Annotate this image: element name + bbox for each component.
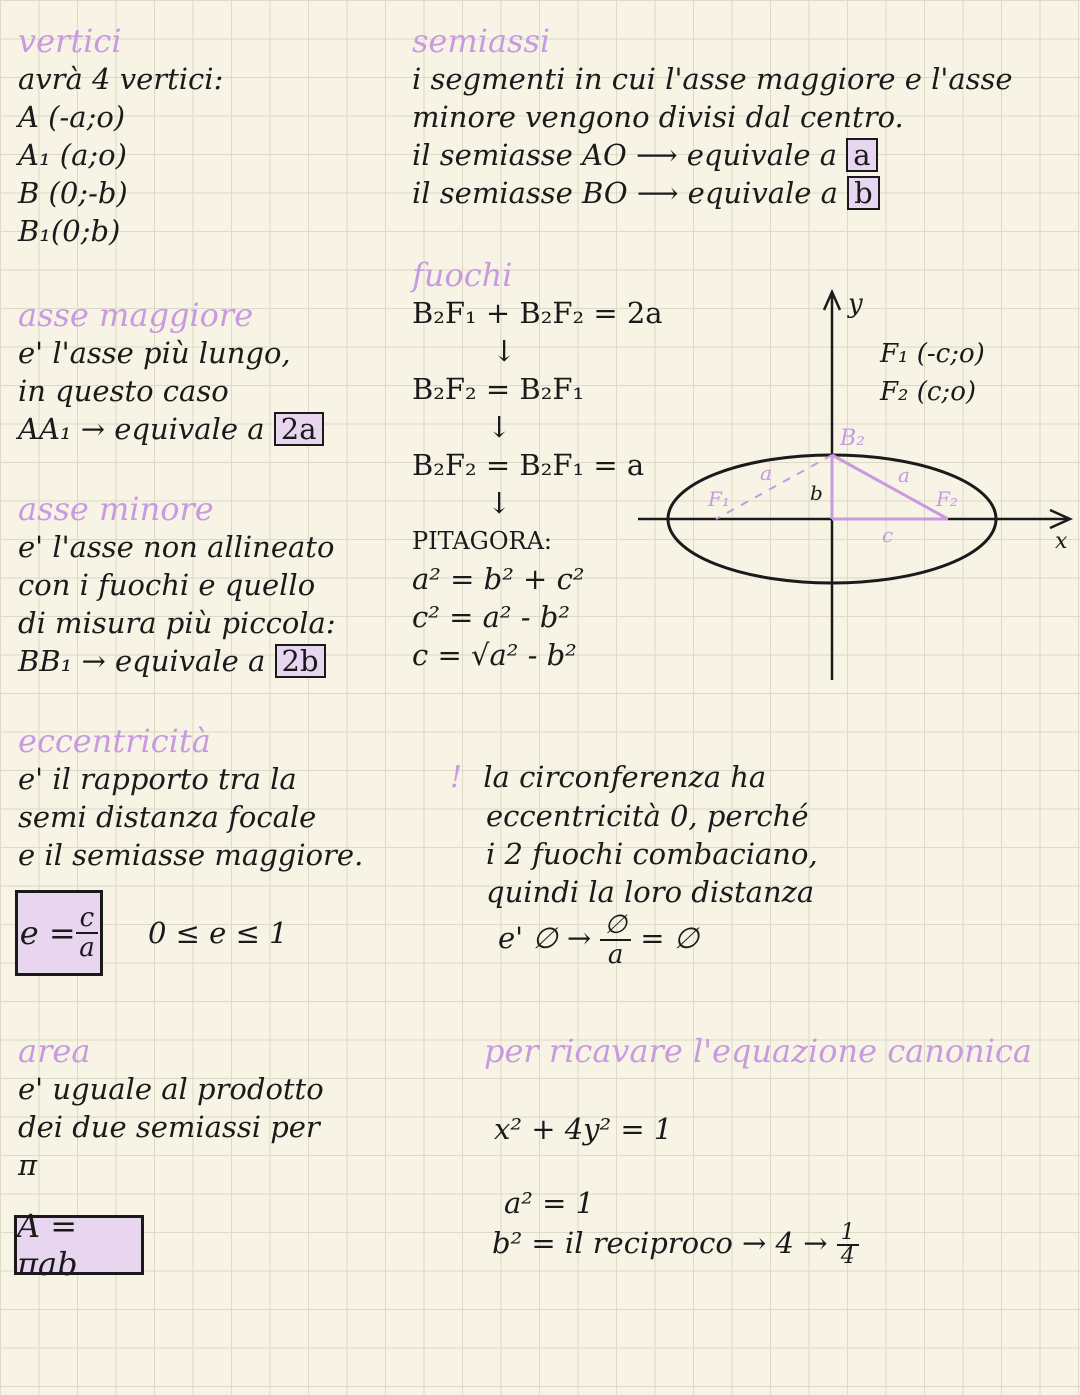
- section-nota: [450, 758, 818, 969]
- text-line: minore vengono divisi dal centro.: [412, 100, 904, 134]
- b2-label: B₂: [840, 426, 865, 451]
- heading-asse-minore: asse minore: [18, 490, 214, 528]
- pitagora-eq1: a² = b² + c²: [412, 562, 585, 596]
- e-label: e =: [19, 914, 76, 952]
- asse-maggiore-line: [18, 410, 324, 448]
- e-fraction: [76, 904, 99, 962]
- nota-fraction: [600, 911, 631, 969]
- text-line: la circonferenza ha: [483, 760, 767, 794]
- text-line: B (0;-b): [18, 176, 128, 210]
- canonical-equation: x² + 4y² = 1: [494, 1112, 673, 1146]
- heading-eccentricita: eccentricità: [18, 722, 211, 760]
- nota-numerator: ∅: [600, 911, 631, 941]
- text-line: e il semiasse maggiore.: [18, 838, 364, 872]
- asse-maggiore-text: AA₁ → equivale a: [18, 412, 265, 446]
- text-line: e' uguale al prodotto: [18, 1072, 324, 1106]
- eccentricity-formula-box: [15, 890, 103, 976]
- b-squared-text: b² = il reciproco → 4 →: [492, 1226, 828, 1260]
- text-line: avrà 4 vertici:: [18, 62, 224, 96]
- arrow-down: ↓: [487, 410, 512, 444]
- heading-canonica: per ricavare l'equazione canonica: [484, 1032, 1032, 1070]
- nota-first-line: [450, 758, 818, 797]
- fuochi-eq1: B₂F₁ + B₂F₂ = 2a: [412, 296, 663, 330]
- c-label: c: [882, 523, 894, 547]
- nota-last-line: [450, 911, 818, 969]
- pitagora-eq3: c = √a² - b²: [412, 638, 577, 672]
- pitagora-label: PITAGORA:: [412, 527, 552, 555]
- text-line: con i fuochi e quello: [18, 568, 316, 602]
- heading-area: area: [18, 1032, 91, 1070]
- eccentricity-range: 0 ≤ e ≤ 1: [148, 916, 288, 950]
- section-fuochi: [412, 256, 663, 674]
- semiasse-ao-box: a: [846, 138, 877, 172]
- b-squared-fraction: [837, 1222, 859, 1268]
- heading-semiassi: semiassi: [412, 22, 551, 60]
- asse-maggiore-box: 2a: [274, 412, 324, 446]
- text-line: di misura più piccola:: [18, 606, 336, 640]
- y-label: y: [848, 289, 863, 319]
- nota-last-suffix: = ∅: [640, 921, 700, 955]
- text-line: eccentricità 0, perché: [486, 799, 809, 833]
- f1-coord: F₁ (-c;o): [880, 339, 985, 369]
- semiasse-bo-text: il semiasse BO ⟶ equivale a: [412, 176, 838, 210]
- text-line: i 2 fuochi combaciano,: [486, 837, 818, 871]
- b-squared-numerator: 1: [837, 1222, 859, 1246]
- section-semiassi: [412, 22, 1013, 212]
- heading-fuochi: fuochi: [412, 256, 513, 294]
- segment-a-right: [832, 455, 948, 519]
- arrow-down: ↓: [492, 334, 517, 368]
- section-eccentricita: [18, 722, 363, 874]
- b-squared-line: [484, 1222, 1032, 1268]
- heading-vertici: vertici: [18, 22, 122, 60]
- text-line: i segmenti in cui l'asse maggiore e l'asse: [412, 62, 1013, 96]
- ellipse-diagram: [630, 280, 1080, 690]
- e-numerator: c: [76, 904, 99, 934]
- text-line: B₁(0;b): [18, 214, 121, 248]
- b-label: b: [810, 481, 823, 505]
- area-formula-box: A = πab: [14, 1215, 144, 1275]
- text-line: A₁ (a;o): [18, 138, 127, 172]
- text-line: in questo caso: [18, 374, 229, 408]
- text-line: π: [18, 1148, 38, 1182]
- section-area: [18, 1032, 324, 1184]
- asse-minore-box: 2b: [275, 644, 326, 678]
- text-line: A (-a;o): [18, 100, 126, 134]
- section-vertici: [18, 22, 223, 250]
- text-line: e' l'asse non allineato: [18, 530, 335, 564]
- section-asse-minore: [18, 490, 336, 680]
- section-canonica: [484, 1032, 1032, 1268]
- f2-label: F₂: [936, 487, 958, 511]
- e-denominator: a: [79, 933, 95, 963]
- heading-asse-maggiore: asse maggiore: [18, 296, 254, 334]
- fuochi-eq3: B₂F₂ = B₂F₁ = a: [412, 448, 645, 482]
- f2-coord: F₂ (c;o): [880, 377, 976, 407]
- semiasse-ao-text: il semiasse AO ⟶ equivale a: [412, 138, 838, 172]
- section-asse-maggiore: [18, 296, 324, 448]
- semiasse-bo-box: b: [847, 176, 880, 210]
- semiasse-ao-line: [412, 136, 1013, 174]
- b-squared-denominator: 4: [840, 1244, 855, 1269]
- f1-label: F₁: [708, 487, 730, 511]
- asse-minore-text: BB₁ → equivale a: [18, 644, 266, 678]
- x-label: x: [1055, 529, 1068, 554]
- a-squared-line: a² = 1: [504, 1186, 595, 1220]
- semiasse-bo-line: [412, 174, 1013, 212]
- a-right-label: a: [898, 463, 910, 487]
- text-line: quindi la loro distanza: [486, 875, 815, 909]
- asse-minore-line: [18, 642, 336, 680]
- fuochi-eq2: B₂F₂ = B₂F₁: [412, 372, 585, 406]
- arrow-down: ↓: [487, 486, 512, 520]
- pitagora-eq2: c² = a² - b²: [412, 600, 570, 634]
- nota-last-prefix: e' ∅ →: [498, 921, 592, 955]
- text-line: semi distanza focale: [18, 800, 317, 834]
- text-line: e' l'asse più lungo,: [18, 336, 291, 370]
- nota-denominator: a: [607, 940, 624, 970]
- a-left-label: a: [760, 461, 772, 485]
- text-line: dei due semiassi per: [18, 1110, 320, 1144]
- warning-icon: !: [450, 760, 463, 795]
- text-line: e' il rapporto tra la: [18, 762, 297, 796]
